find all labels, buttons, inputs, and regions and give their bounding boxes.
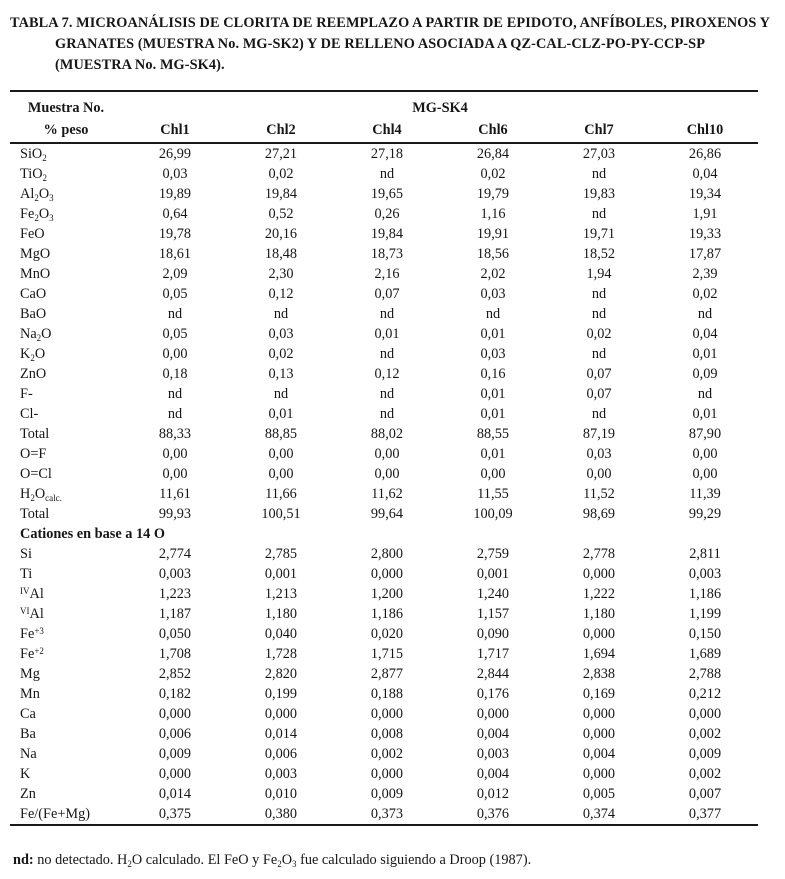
cell-value: 2,759 bbox=[476, 546, 510, 562]
header-row-columns bbox=[10, 118, 758, 143]
cell-value: 20,16 bbox=[264, 226, 298, 242]
row-label: F- bbox=[20, 386, 33, 402]
cell-value: nd bbox=[591, 286, 607, 302]
cell-value: 0,004 bbox=[476, 766, 510, 782]
table-row bbox=[10, 444, 758, 464]
cell-value: 18,56 bbox=[476, 246, 510, 262]
cell-value: 0,64 bbox=[162, 206, 188, 222]
cell-value: 1,240 bbox=[476, 586, 510, 602]
section-header: Cationes en base a 14 O bbox=[20, 526, 165, 542]
table-row bbox=[10, 704, 758, 724]
cell-value: 99,29 bbox=[688, 506, 722, 522]
cell-value: 26,84 bbox=[476, 146, 510, 162]
row-label: $H_2O_{calc.}$ bbox=[20, 486, 62, 503]
cell-value: 2,778 bbox=[582, 546, 616, 562]
row-label: O=Cl bbox=[20, 466, 52, 482]
cell-value: 2,820 bbox=[264, 666, 298, 682]
cell-value: nd bbox=[379, 406, 395, 422]
cell-value: 1,708 bbox=[158, 646, 192, 662]
cell-value: 1,222 bbox=[582, 586, 616, 602]
header-sample-id: MG-SK4 bbox=[412, 100, 468, 116]
table-row bbox=[10, 344, 758, 364]
cell-value: 0,01 bbox=[692, 346, 718, 362]
cell-value: nd bbox=[379, 346, 395, 362]
cell-value: 88,55 bbox=[476, 426, 510, 442]
cell-value: 0,009 bbox=[688, 746, 722, 762]
cell-value: 1,16 bbox=[480, 206, 506, 222]
cell-value: 17,87 bbox=[688, 246, 722, 262]
cell-value: 0,000 bbox=[582, 726, 616, 742]
cell-value: nd bbox=[379, 306, 395, 322]
row-label: Cl- bbox=[20, 406, 39, 422]
cell-value: 0,375 bbox=[158, 806, 192, 822]
cell-value: nd bbox=[591, 406, 607, 422]
cell-value: nd bbox=[379, 386, 395, 402]
cell-value: 0,00 bbox=[586, 466, 612, 482]
cell-value: 0,02 bbox=[268, 346, 294, 362]
cell-value: 99,64 bbox=[370, 506, 404, 522]
cell-value: 0,01 bbox=[374, 326, 400, 342]
cell-value: 0,006 bbox=[264, 746, 298, 762]
cell-value: 88,85 bbox=[264, 426, 298, 442]
row-label: $K_2O$ bbox=[20, 346, 46, 363]
cell-value: 11,52 bbox=[583, 486, 615, 502]
cell-value: 19,71 bbox=[582, 226, 616, 242]
cell-value: 0,05 bbox=[162, 326, 188, 342]
cell-value: 0,004 bbox=[582, 746, 616, 762]
table-row bbox=[10, 784, 758, 804]
row-label: Ca bbox=[20, 706, 36, 722]
cell-value: 0,000 bbox=[370, 766, 404, 782]
cell-value: nd bbox=[167, 306, 183, 322]
row-label: $^{VI}$Al bbox=[20, 606, 44, 622]
cell-value: 0,002 bbox=[688, 766, 722, 782]
row-label: Fe/(Fe+Mg) bbox=[20, 806, 91, 822]
cell-value: 0,188 bbox=[370, 686, 404, 702]
cell-value: 19,78 bbox=[158, 226, 192, 242]
cell-value: 0,03 bbox=[586, 446, 612, 462]
cell-value: 2,788 bbox=[688, 666, 722, 682]
cell-value: nd bbox=[697, 386, 713, 402]
header-muestra-no: Muestra No. bbox=[27, 100, 105, 116]
cell-value: 0,014 bbox=[264, 726, 298, 742]
cell-value: 0,02 bbox=[480, 166, 506, 182]
cell-value: 0,01 bbox=[480, 446, 506, 462]
cell-value: 0,00 bbox=[162, 466, 188, 482]
table-row bbox=[10, 284, 758, 304]
cell-value: nd bbox=[273, 306, 289, 322]
cell-value: 1,223 bbox=[158, 586, 192, 602]
col-header-chl4: Chl4 bbox=[372, 122, 402, 138]
cell-value: 0,002 bbox=[688, 726, 722, 742]
cell-value: 0,02 bbox=[692, 286, 718, 302]
cell-value: nd bbox=[591, 206, 607, 222]
table-row bbox=[10, 364, 758, 384]
row-label: MnO bbox=[20, 266, 51, 282]
cell-value: 0,012 bbox=[476, 786, 510, 802]
row-label: TiO$_2$ bbox=[20, 166, 48, 183]
cell-value: 0,040 bbox=[264, 626, 298, 642]
cell-value: 11,61 bbox=[159, 486, 191, 502]
cell-value: 0,014 bbox=[158, 786, 192, 802]
row-label: Zn bbox=[20, 786, 36, 802]
cell-value: 0,003 bbox=[476, 746, 510, 762]
cell-value: 0,000 bbox=[370, 566, 404, 582]
cell-value: 0,000 bbox=[688, 706, 722, 722]
table-row bbox=[10, 304, 758, 324]
cell-value: 0,05 bbox=[162, 286, 188, 302]
cell-value: 87,90 bbox=[688, 426, 722, 442]
cell-value: 1,157 bbox=[476, 606, 510, 622]
cell-value: 0,373 bbox=[370, 806, 404, 822]
cell-value: 11,66 bbox=[265, 486, 297, 502]
cell-value: 19,79 bbox=[476, 186, 510, 202]
cell-value: 0,000 bbox=[582, 706, 616, 722]
cell-value: 0,000 bbox=[582, 566, 616, 582]
table-row bbox=[10, 404, 758, 424]
section-header-row bbox=[10, 524, 758, 544]
row-label: O=F bbox=[20, 446, 47, 462]
cell-value: 19,84 bbox=[370, 226, 404, 242]
cell-value: nd bbox=[697, 306, 713, 322]
cell-value: 0,000 bbox=[370, 706, 404, 722]
row-label: Total bbox=[20, 506, 50, 522]
cell-value: nd bbox=[167, 386, 183, 402]
col-header-chl6: Chl6 bbox=[478, 122, 508, 138]
table-row bbox=[10, 764, 758, 784]
table-row bbox=[10, 264, 758, 284]
row-label: $Fe^{+2}$ bbox=[20, 646, 44, 662]
cell-value: 2,774 bbox=[158, 546, 192, 562]
cell-value: 99,93 bbox=[158, 506, 192, 522]
table-row bbox=[10, 804, 758, 825]
cell-value: 0,09 bbox=[692, 366, 718, 382]
cell-value: 0,212 bbox=[688, 686, 722, 702]
table-row bbox=[10, 224, 758, 244]
cell-value: 2,844 bbox=[476, 666, 510, 682]
cell-value: 0,00 bbox=[692, 446, 718, 462]
cell-value: 1,728 bbox=[264, 646, 298, 662]
row-label: $Fe_2O_3$ bbox=[20, 206, 54, 223]
table-title: TABLA 7. MICROANÁLISIS DE CLORITA DE REEMPLAZO A PARTIR DE EPIDOTO, ANFÍBOLES, PIROXENOS Y GRANATES (MUESTRA No. MG-SK2) Y DE RELLENO ASOCIADA A QZ-CAL-CLZ-PO-PY-CCP-SP (MUESTRA No. MG-SK4). bbox=[10, 15, 770, 73]
cell-value: 0,001 bbox=[476, 566, 510, 582]
table-row bbox=[10, 604, 758, 624]
cell-value: 0,03 bbox=[480, 346, 506, 362]
cell-value: 1,717 bbox=[476, 646, 510, 662]
cell-value: 11,55 bbox=[477, 486, 509, 502]
table-row bbox=[10, 143, 758, 164]
cell-value: 0,03 bbox=[162, 166, 188, 182]
row-label: $Fe^{+3}$ bbox=[20, 626, 44, 642]
cell-value: 0,001 bbox=[264, 566, 298, 582]
cell-value: 0,00 bbox=[692, 466, 718, 482]
cell-value: 0,01 bbox=[480, 326, 506, 342]
cell-value: 0,00 bbox=[374, 466, 400, 482]
cell-value: nd bbox=[485, 306, 501, 322]
cell-value: 2,16 bbox=[374, 266, 400, 282]
cell-value: 0,002 bbox=[370, 746, 404, 762]
col-header-chl7: Chl7 bbox=[584, 122, 614, 138]
table-row bbox=[10, 544, 758, 564]
row-label: Mn bbox=[20, 686, 40, 702]
cell-value: 98,69 bbox=[582, 506, 616, 522]
cell-value: 0,380 bbox=[264, 806, 298, 822]
row-label: K bbox=[20, 766, 31, 782]
cell-value: 27,18 bbox=[370, 146, 404, 162]
cell-value: 0,004 bbox=[476, 726, 510, 742]
col-header-chl1: Chl1 bbox=[160, 122, 190, 138]
cell-value: 0,182 bbox=[158, 686, 192, 702]
footnote: nd: no detectado. $H_2O$ calculado. El FeO y $Fe_2O_3$ fue calculado siguiendo a Droop (1987). bbox=[13, 852, 532, 869]
cell-value: 0,000 bbox=[158, 766, 192, 782]
cell-value: nd bbox=[167, 406, 183, 422]
data-table bbox=[10, 90, 758, 826]
cell-value: 2,811 bbox=[689, 546, 721, 562]
cell-value: 0,00 bbox=[162, 446, 188, 462]
cell-value: 18,73 bbox=[370, 246, 404, 262]
cell-value: 0,01 bbox=[480, 406, 506, 422]
col-header-chl2: Chl2 bbox=[266, 122, 296, 138]
cell-value: 0,377 bbox=[688, 806, 722, 822]
cell-value: 1,200 bbox=[370, 586, 404, 602]
cell-value: 0,13 bbox=[268, 366, 294, 382]
cell-value: 0,02 bbox=[268, 166, 294, 182]
header-peso: % peso bbox=[43, 122, 89, 138]
cell-value: 0,199 bbox=[264, 686, 298, 702]
cell-value: 18,52 bbox=[582, 246, 616, 262]
cell-value: nd bbox=[591, 306, 607, 322]
cell-value: 0,008 bbox=[370, 726, 404, 742]
table-row bbox=[10, 424, 758, 444]
cell-value: 0,176 bbox=[476, 686, 510, 702]
cell-value: 0,050 bbox=[158, 626, 192, 642]
cell-value: 88,02 bbox=[370, 426, 404, 442]
cell-value: 0,005 bbox=[582, 786, 616, 802]
cell-value: 0,010 bbox=[264, 786, 298, 802]
row-label: Ti bbox=[20, 566, 33, 582]
table-row bbox=[10, 624, 758, 644]
cell-value: 0,000 bbox=[264, 706, 298, 722]
cell-value: 1,715 bbox=[370, 646, 404, 662]
cell-value: 2,852 bbox=[158, 666, 192, 682]
cell-value: 19,91 bbox=[476, 226, 510, 242]
cell-value: 0,01 bbox=[268, 406, 294, 422]
table-row bbox=[10, 504, 758, 524]
cell-value: 18,48 bbox=[264, 246, 298, 262]
cell-value: 0,07 bbox=[374, 286, 400, 302]
cell-value: 0,007 bbox=[688, 786, 722, 802]
header-row-sample bbox=[10, 91, 758, 118]
cell-value: 1,187 bbox=[158, 606, 192, 622]
table-row bbox=[10, 724, 758, 744]
cell-value: 2,39 bbox=[692, 266, 718, 282]
cell-value: 0,00 bbox=[162, 346, 188, 362]
row-label: $Na_2O$ bbox=[20, 326, 52, 343]
row-label: $Al_2O_3$ bbox=[20, 186, 54, 203]
cell-value: 0,006 bbox=[158, 726, 192, 742]
row-label: ZnO bbox=[20, 366, 47, 382]
table-row bbox=[10, 484, 758, 504]
cell-value: 0,04 bbox=[692, 166, 718, 182]
cell-value: 0,020 bbox=[370, 626, 404, 642]
cell-value: 1,694 bbox=[582, 646, 616, 662]
cell-value: 0,00 bbox=[268, 466, 294, 482]
table-body bbox=[10, 143, 758, 825]
cell-value: 0,003 bbox=[264, 766, 298, 782]
cell-value: 0,169 bbox=[582, 686, 616, 702]
cell-value: 1,91 bbox=[692, 206, 718, 222]
cell-value: 0,00 bbox=[480, 466, 506, 482]
table-row bbox=[10, 644, 758, 664]
table-row bbox=[10, 464, 758, 484]
cell-value: 0,150 bbox=[688, 626, 722, 642]
table-row bbox=[10, 684, 758, 704]
cell-value: nd bbox=[379, 166, 395, 182]
cell-value: 0,01 bbox=[480, 386, 506, 402]
cell-value: 1,199 bbox=[688, 606, 722, 622]
cell-value: 26,86 bbox=[688, 146, 722, 162]
table-row bbox=[10, 584, 758, 604]
table-row bbox=[10, 744, 758, 764]
row-label: CaO bbox=[20, 286, 47, 302]
cell-value: 2,877 bbox=[370, 666, 404, 682]
cell-value: 0,003 bbox=[158, 566, 192, 582]
table-row bbox=[10, 204, 758, 224]
cell-value: nd bbox=[591, 346, 607, 362]
row-label: Total bbox=[20, 426, 50, 442]
cell-value: 0,009 bbox=[158, 746, 192, 762]
cell-value: 19,83 bbox=[582, 186, 616, 202]
cell-value: 0,07 bbox=[586, 386, 612, 402]
cell-value: 1,180 bbox=[264, 606, 298, 622]
cell-value: 0,374 bbox=[582, 806, 616, 822]
row-label: Si bbox=[20, 546, 32, 562]
cell-value: 27,03 bbox=[582, 146, 616, 162]
row-label: Na bbox=[20, 746, 37, 762]
cell-value: 0,12 bbox=[268, 286, 294, 302]
cell-value: 0,376 bbox=[476, 806, 510, 822]
cell-value: 0,26 bbox=[374, 206, 400, 222]
cell-value: 0,000 bbox=[158, 706, 192, 722]
cell-value: 2,838 bbox=[582, 666, 616, 682]
cell-value: 100,09 bbox=[473, 506, 513, 522]
cell-value: 0,18 bbox=[162, 366, 188, 382]
cell-value: 0,52 bbox=[268, 206, 294, 222]
cell-value: 11,62 bbox=[371, 486, 403, 502]
cell-value: 88,33 bbox=[158, 426, 192, 442]
cell-value: 19,84 bbox=[264, 186, 298, 202]
cell-value: 100,51 bbox=[261, 506, 301, 522]
cell-value: 0,009 bbox=[370, 786, 404, 802]
cell-value: 2,09 bbox=[162, 266, 188, 282]
row-label: $^{IV}$Al bbox=[20, 586, 44, 602]
row-label: MgO bbox=[20, 246, 51, 262]
cell-value: 0,000 bbox=[476, 706, 510, 722]
row-label: FeO bbox=[20, 226, 45, 242]
cell-value: 0,03 bbox=[268, 326, 294, 342]
cell-value: 0,02 bbox=[586, 326, 612, 342]
cell-value: 0,090 bbox=[476, 626, 510, 642]
row-label: Mg bbox=[20, 666, 40, 682]
cell-value: 19,89 bbox=[158, 186, 192, 202]
cell-value: 19,33 bbox=[688, 226, 722, 242]
cell-value: 1,186 bbox=[688, 586, 722, 602]
cell-value: 0,003 bbox=[688, 566, 722, 582]
table-row bbox=[10, 564, 758, 584]
cell-value: 0,000 bbox=[582, 626, 616, 642]
cell-value: 26,99 bbox=[158, 146, 192, 162]
table-header bbox=[10, 91, 758, 143]
cell-value: 0,00 bbox=[374, 446, 400, 462]
cell-value: nd bbox=[273, 386, 289, 402]
table-row bbox=[10, 184, 758, 204]
row-label: Ba bbox=[20, 726, 36, 742]
cell-value: 0,00 bbox=[268, 446, 294, 462]
cell-value: 0,04 bbox=[692, 326, 718, 342]
col-header-chl10: Chl10 bbox=[686, 122, 724, 138]
row-label: SiO$_2$ bbox=[20, 146, 47, 163]
cell-value: nd bbox=[591, 166, 607, 182]
table-row bbox=[10, 664, 758, 684]
cell-value: 1,180 bbox=[582, 606, 616, 622]
table-row bbox=[10, 164, 758, 184]
cell-value: 0,01 bbox=[692, 406, 718, 422]
cell-value: 1,186 bbox=[370, 606, 404, 622]
cell-value: 1,94 bbox=[586, 266, 612, 282]
cell-value: 2,785 bbox=[264, 546, 298, 562]
row-label: BaO bbox=[20, 306, 47, 322]
cell-value: 87,19 bbox=[582, 426, 616, 442]
cell-value: 2,30 bbox=[268, 266, 294, 282]
table-row bbox=[10, 384, 758, 404]
cell-value: 0,12 bbox=[374, 366, 400, 382]
cell-value: 0,000 bbox=[582, 766, 616, 782]
cell-value: 27,21 bbox=[264, 146, 298, 162]
cell-value: 1,213 bbox=[264, 586, 298, 602]
cell-value: 0,16 bbox=[480, 366, 506, 382]
cell-value: 11,39 bbox=[689, 486, 721, 502]
cell-value: 0,07 bbox=[586, 366, 612, 382]
cell-value: 1,689 bbox=[688, 646, 722, 662]
cell-value: 2,02 bbox=[480, 266, 506, 282]
table-row bbox=[10, 324, 758, 344]
cell-value: 18,61 bbox=[158, 246, 192, 262]
cell-value: 19,65 bbox=[370, 186, 404, 202]
cell-value: 2,800 bbox=[370, 546, 404, 562]
table-row bbox=[10, 244, 758, 264]
cell-value: 0,03 bbox=[480, 286, 506, 302]
cell-value: 19,34 bbox=[688, 186, 722, 202]
